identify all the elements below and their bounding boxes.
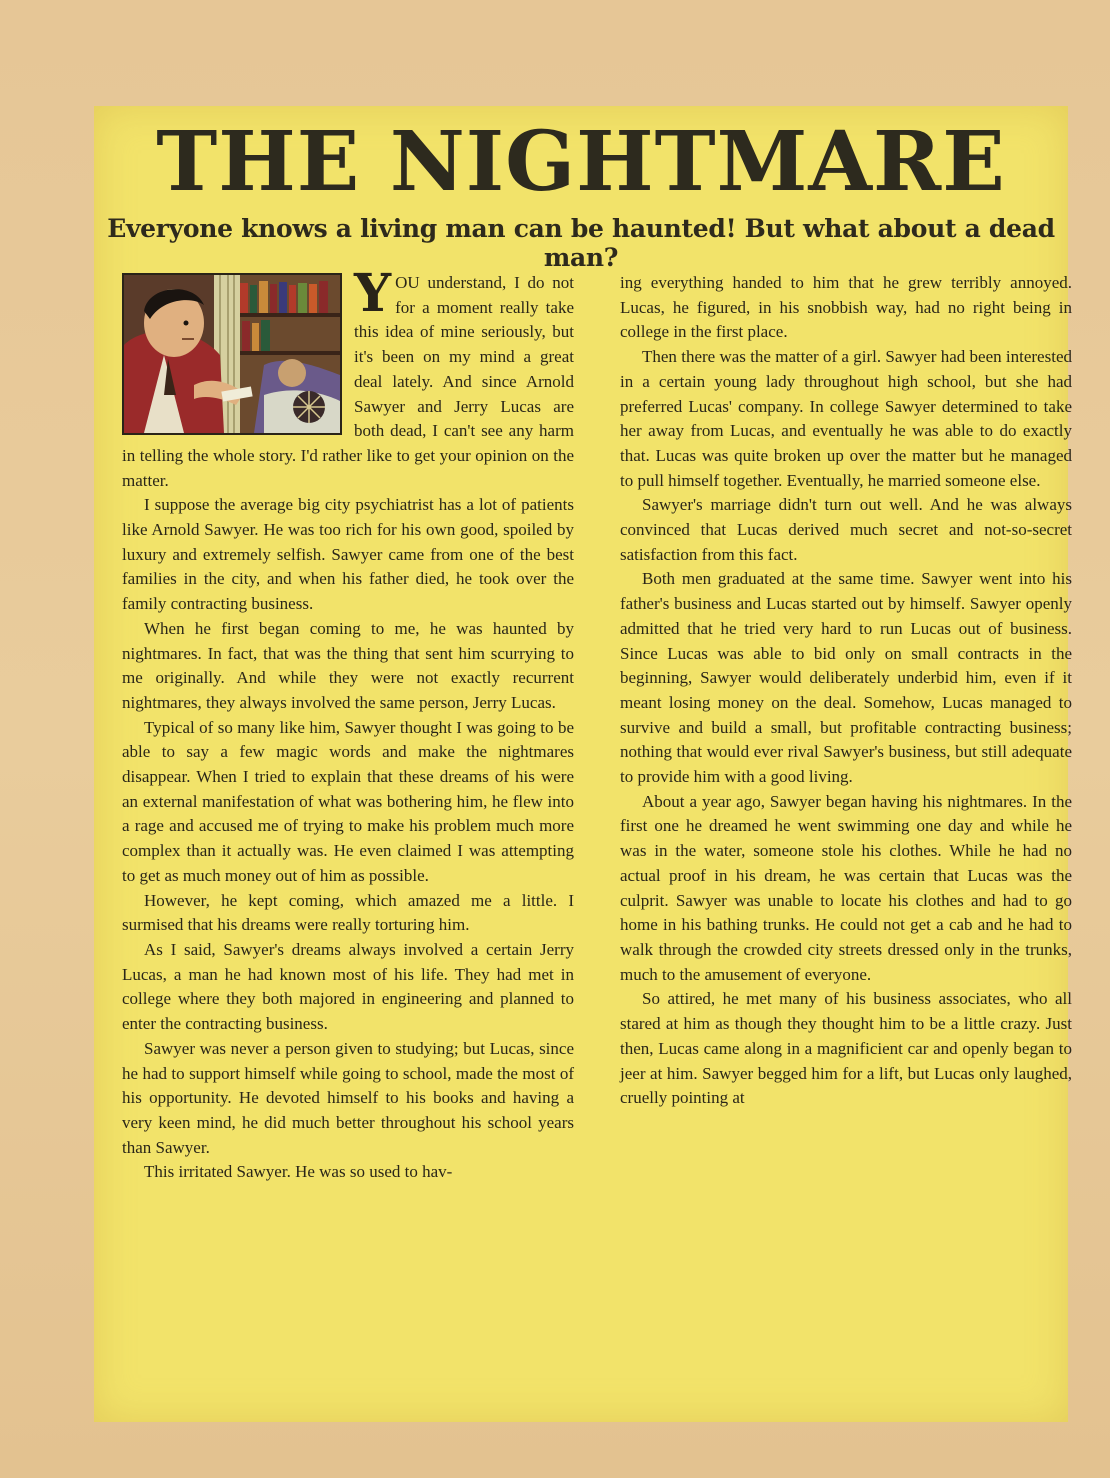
paragraph: However, he kept coming, which amazed me a little. I surmised that his dreams were really torturing him. xyxy=(122,890,574,935)
right-column xyxy=(620,271,1072,1111)
paragraph: This irritated Sawyer. He was so used to hav- xyxy=(144,1162,453,1182)
paragraph-continuation: ing everything handed to him that he grew terribly annoyed. Lucas, he figured, in his snobbish way, had no right being in college in the first place. xyxy=(620,273,1072,342)
story-subtitle: Everyone knows a living man can be haunted! But what about a dead man? xyxy=(107,214,1055,272)
text-story-panel xyxy=(94,106,1072,1422)
paragraph: OU understand, I do not for a moment really take this idea of mine seriously, but it's been on my mind a great deal lately. And since Arnold Sawyer and Jerry Lucas are both dead, I can't see any harm in telling the whole story. I'd rather like to get your opinion on the matter. xyxy=(122,273,574,490)
paragraph: As I said, Sawyer's dreams always involved a certain Jerry Lucas, a man he had known most of his life. They had met in college where they both majored in engineering and planned to enter the contracting business. xyxy=(122,939,574,1034)
paragraph: I suppose the average big city psychiatrist has a lot of patients like Arnold Sawyer. He was too rich for his own good, spoiled by luxury and extremely selfish. Sawyer came from one of the best families in the city, and when his father died, he took over the family contracting business. xyxy=(122,495,574,614)
story-title: THE NIGHTMARE xyxy=(156,114,1006,210)
paragraph: Then there was the matter of a girl. Sawyer had been interested in a certain young lady throughout high school, but she had preferred Lucas' company. In college Sawyer determined to take her away from Lucas, and eventually he was able to do exactly that. Lucas was quite broken up over the matter but he managed to pull himself together. Eventually, he married someone else. xyxy=(620,347,1072,490)
paragraph: So attired, he met many of his business associates, who all stared at him as though they thought him to be a little crazy. Just then, Lucas came along in a magnificient car and openly began to jeer at him. Sawyer begged him for a lift, but Lucas only laughed, cruelly pointing at xyxy=(620,989,1072,1108)
drop-cap: Y xyxy=(354,263,392,324)
paragraph: Sawyer's marriage didn't turn out well. And he was always convinced that Lucas derived much secret and not-so-secret satisfaction from this fact. xyxy=(620,495,1072,564)
illustration-image xyxy=(124,275,340,433)
story-illustration xyxy=(122,273,342,435)
paragraph: About a year ago, Sawyer began having his nightmares. In the first one he dreamed he went swimming one day and while he was in the water, someone stole his clothes. While he had no actual proof in his dream, he was certain that Lucas was the culprit. Sawyer was unable to locate his clothes and had to go home in his bathing trunks. He could not get a cab and he had to walk through the crowded city streets dressed only in the trunks, much to the amusement of everyone. xyxy=(620,791,1072,984)
paragraph: Typical of so many like him, Sawyer thought I was going to be able to say a few magic words and make the nightmares disappear. When I tried to explain that these dreams of his were an external manifestation of what was bothering him, he flew into a rage and accused me of trying to make his problem much more complex than it actually was. He even claimed I was attempting to get as much money out of him as possible. xyxy=(122,717,574,885)
paragraph: Sawyer was never a person given to studying; but Lucas, since he had to support himself while going to school, made the most of his opportunity. He devoted himself to his books and having a very keen mind, he did much better throughout his school years than Sawyer. xyxy=(122,1038,574,1157)
paragraph: Both men graduated at the same time. Sawyer went into his father's business and Lucas started out by himself. Sawyer openly admitted that he tried very hard to run Lucas out of business. Since Lucas was able to bid only on small contracts in the beginning, Sawyer would deliberately underbid him, even if it meant losing money on the deal. Somehow, Lucas managed to survive and build a small, but profitable contracting business; nothing that would ever rival Sawyer's business, but still adequate to provide him with a good living. xyxy=(620,569,1072,787)
paragraph: When he first began coming to me, he was haunted by nightmares. In fact, that was the thing that sent him scurrying to me originally. And while they were not exactly recurrent nightmares, they always involved the same person, Jerry Lucas. xyxy=(122,618,574,712)
left-column xyxy=(122,263,574,1185)
